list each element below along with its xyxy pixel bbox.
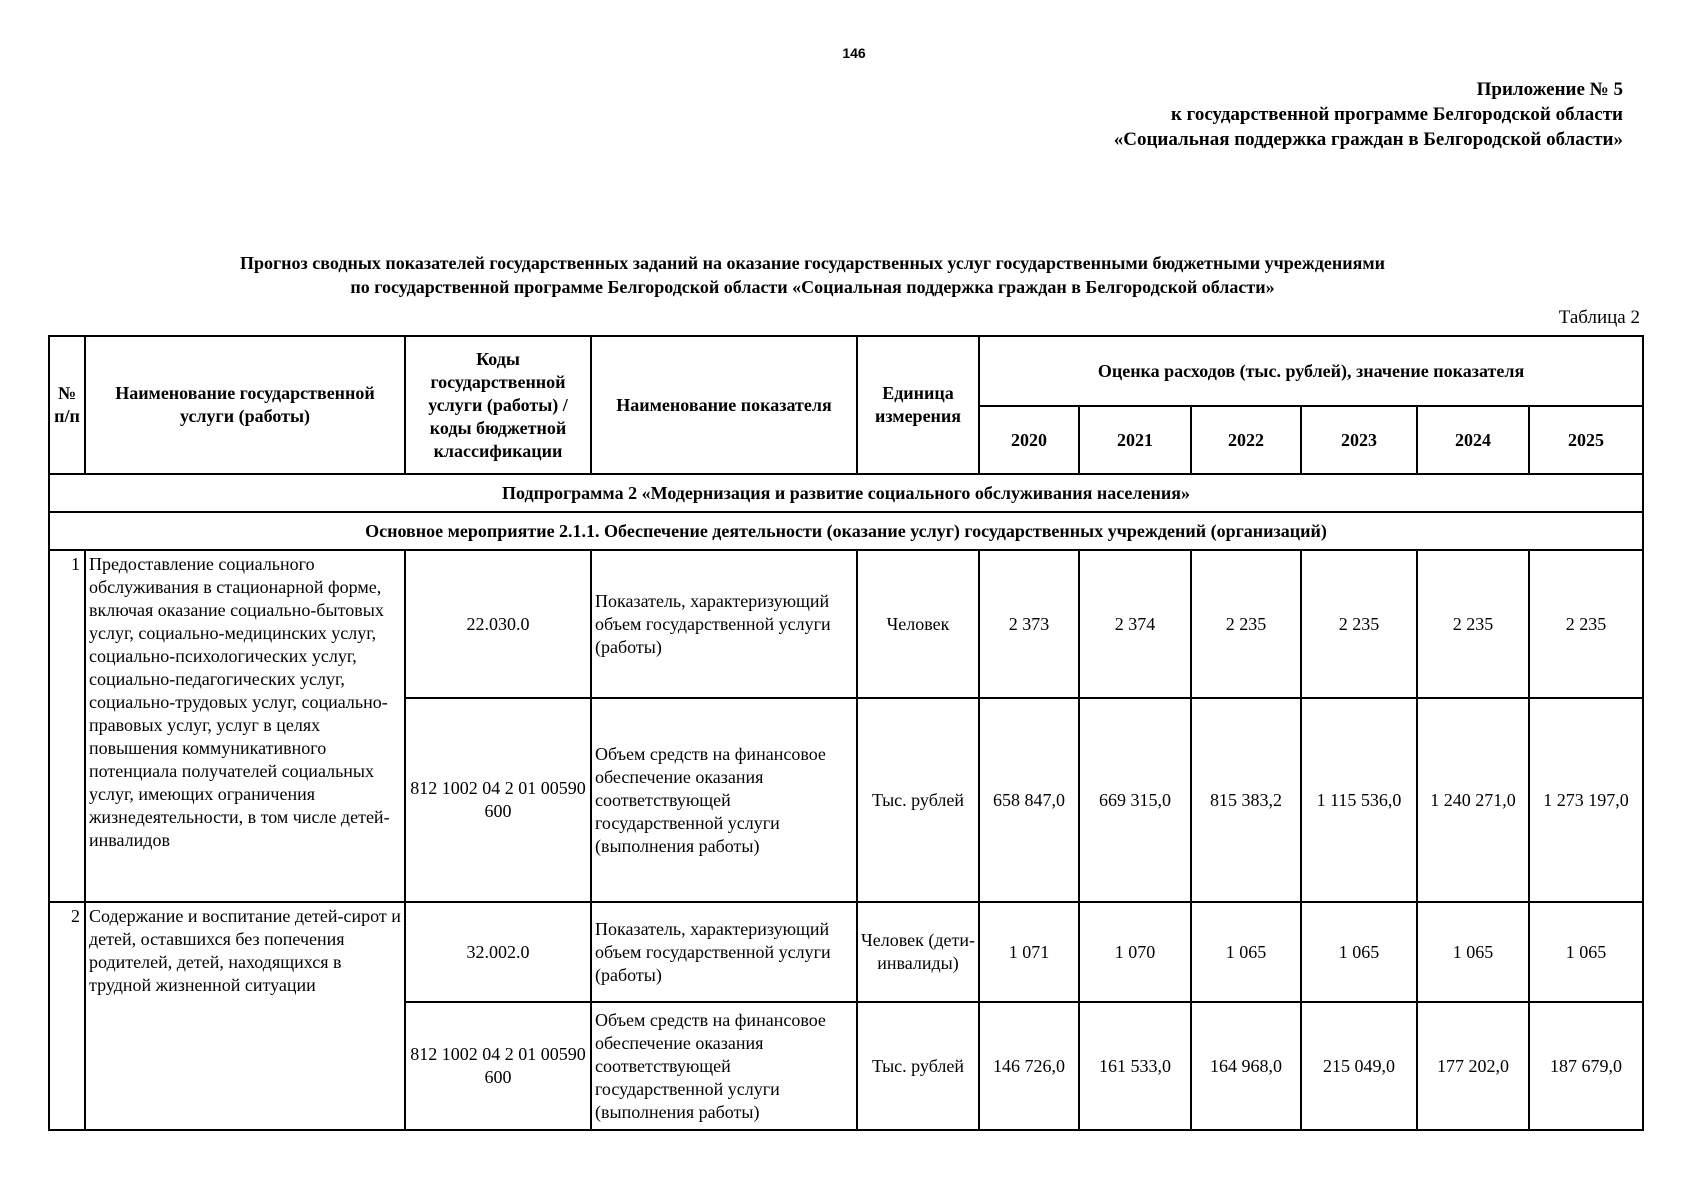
indicator-name: Объем средств на финансовое обеспечение оказания соответствующей государственной услуги (выполнения работы) — [591, 698, 857, 902]
header-row-1 — [49, 336, 1643, 406]
document-title-line-1: Прогноз сводных показателей государственных заданий на оказание государственных услуг государственными бюджетными учреждениями — [240, 253, 1385, 273]
forecast-table — [48, 335, 1644, 1131]
header-year: 2020 — [979, 406, 1079, 474]
value-cell: 1 071 — [979, 902, 1079, 1002]
value-cell: 1 240 271,0 — [1417, 698, 1529, 902]
header-num: № п/п — [49, 336, 85, 474]
value-cell: 177 202,0 — [1417, 1002, 1529, 1130]
header-year: 2025 — [1529, 406, 1643, 474]
header-indicator: Наименование показателя — [591, 336, 857, 474]
value-cell: 146 726,0 — [979, 1002, 1079, 1130]
main-event-title: Основное мероприятие 2.1.1. Обеспечение деятельности (оказание услуг) государственных учреждений (организаций) — [49, 512, 1643, 550]
table-row — [49, 902, 1643, 1002]
header-estimate: Оценка расходов (тыс. рублей), значение показателя — [979, 336, 1643, 406]
header-year: 2023 — [1301, 406, 1417, 474]
appendix-line-2: к государственной программе Белгородской области — [1170, 104, 1623, 125]
service-name: Предоставление социального обслуживания в стационарной форме, включая оказание социально-бытовых услуг, социально-медицинских услуг, социально-психологических услуг, социально-педагогических услуг, социально-трудовых услуг, социально-правовых услуг, услуг в целях повышения коммуникативного потенциала получателей социальных услуг, имеющих ограничения жизнедеятельности, в том числе детей-инвалидов — [85, 550, 405, 902]
value-cell: 1 065 — [1529, 902, 1643, 1002]
service-code: 22.030.0 — [405, 550, 591, 698]
value-cell: 1 065 — [1417, 902, 1529, 1002]
unit: Тыс. рублей — [857, 1002, 979, 1130]
unit: Тыс. рублей — [857, 698, 979, 902]
indicator-name: Объем средств на финансовое обеспечение оказания соответствующей государственной услуги (выполнения работы) — [591, 1002, 857, 1130]
value-cell: 658 847,0 — [979, 698, 1079, 902]
header-year: 2021 — [1079, 406, 1191, 474]
row-number: 1 — [49, 550, 85, 902]
value-cell: 161 533,0 — [1079, 1002, 1191, 1130]
value-cell: 1 273 197,0 — [1529, 698, 1643, 902]
value-cell: 215 049,0 — [1301, 1002, 1417, 1130]
value-cell: 669 315,0 — [1079, 698, 1191, 902]
header-service: Наименование государственной услуги (работы) — [85, 336, 405, 474]
page-number: 146 — [842, 45, 866, 61]
value-cell: 1 065 — [1301, 902, 1417, 1002]
value-cell: 2 235 — [1301, 550, 1417, 698]
table-row — [49, 550, 1643, 698]
header-unit: Единица измерения — [857, 336, 979, 474]
service-code: 32.002.0 — [405, 902, 591, 1002]
service-name: Содержание и воспитание детей-сирот и детей, оставшихся без попечения родителей, детей, находящихся в трудной жизненной ситуации — [85, 902, 405, 1130]
document-title — [0, 251, 1625, 299]
table-label: Таблица 2 — [1558, 307, 1640, 328]
budget-code: 812 1002 04 2 01 00590 600 — [405, 698, 591, 902]
appendix-line-3: «Социальная поддержка граждан в Белгородской области» — [1113, 129, 1623, 150]
document-title-line-2: по государственной программе Белгородской области «Социальная поддержка граждан в Белгородской области» — [350, 277, 1275, 297]
value-cell: 164 968,0 — [1191, 1002, 1301, 1130]
value-cell: 2 235 — [1191, 550, 1301, 698]
budget-code: 812 1002 04 2 01 00590 600 — [405, 1002, 591, 1130]
value-cell: 1 065 — [1191, 902, 1301, 1002]
main-event-row — [49, 512, 1643, 550]
value-cell: 815 383,2 — [1191, 698, 1301, 902]
value-cell: 2 373 — [979, 550, 1079, 698]
unit: Человек — [857, 550, 979, 698]
value-cell: 187 679,0 — [1529, 1002, 1643, 1130]
indicator-name: Показатель, характеризующий объем государственной услуги (работы) — [591, 550, 857, 698]
header-codes: Коды государственной услуги (работы) / коды бюджетной классификации — [405, 336, 591, 474]
header-year: 2024 — [1417, 406, 1529, 474]
subprogram-row — [49, 474, 1643, 512]
subprogram-title: Подпрограмма 2 «Модернизация и развитие социального обслуживания населения» — [49, 474, 1643, 512]
value-cell: 2 374 — [1079, 550, 1191, 698]
indicator-name: Показатель, характеризующий объем государственной услуги (работы) — [591, 902, 857, 1002]
row-number: 2 — [49, 902, 85, 1130]
value-cell: 1 070 — [1079, 902, 1191, 1002]
appendix-line-1: Приложение № 5 — [1476, 79, 1623, 100]
value-cell: 2 235 — [1417, 550, 1529, 698]
appendix-header — [1114, 77, 1623, 152]
unit: Человек (дети-инвалиды) — [857, 902, 979, 1002]
value-cell: 1 115 536,0 — [1301, 698, 1417, 902]
header-year: 2022 — [1191, 406, 1301, 474]
value-cell: 2 235 — [1529, 550, 1643, 698]
